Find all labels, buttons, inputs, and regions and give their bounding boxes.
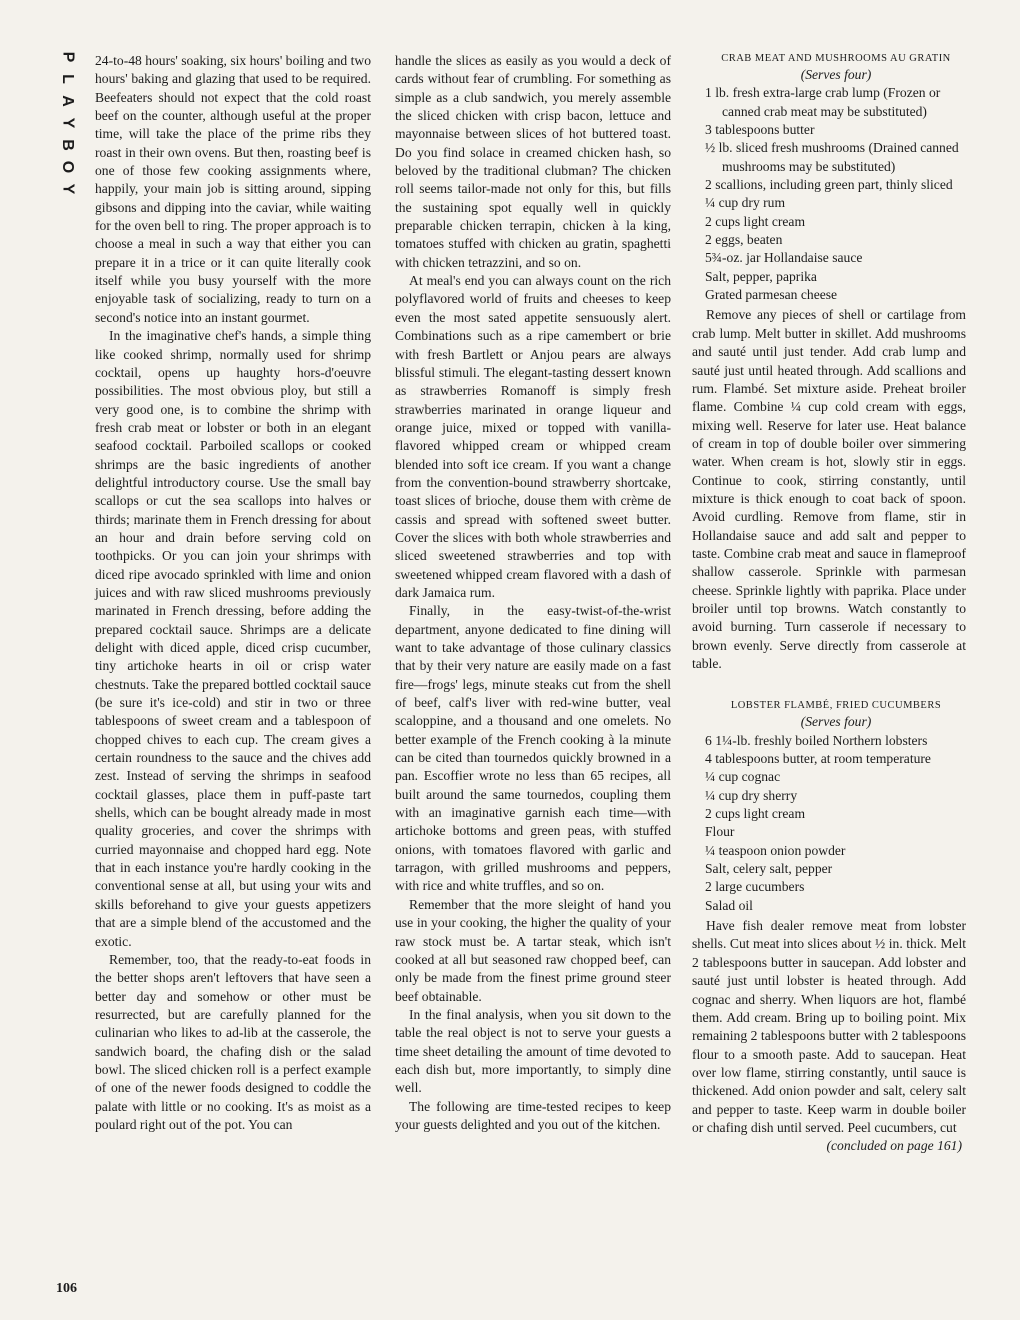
- magazine-letter: A: [59, 95, 76, 107]
- ingredient-item: ¼ cup dry rum: [705, 195, 786, 211]
- magazine-letter: P: [58, 51, 76, 63]
- article-paragraph: 24-to-48 hours' soaking, six hours' boiling and two hours' baking and glazing that used to be required. Beefeaters should not expect that the cold roast beef on the counter, although useful at the proper time, will take the place of the prime ribs they roast in their own ovens. But then, roasting beef is one of those few cooking assignments where, happily, your main job is sitting around, sipping gibsons and dipping into the caviar, while waiting for the oven bell to ring. The proper approach is to choose a meal in such a way that either you can prepare it in a trice or it can quite literally cook itself while you busy yourself with the more enjoyable task of socializing, ready to turn on a second's notice into an instant gourmet.: [95, 53, 372, 325]
- recipe-crab-meat: [692, 52, 966, 673]
- ingredient-item: Salad oil: [705, 897, 753, 913]
- ingredient-item: Salt, celery salt, pepper: [705, 861, 833, 877]
- recipe-directions: Have fish dealer remove meat from lobster shells. Cut meat into slices about ½ in. thick. Melt 2 tablespoons butter in saucepan. Add lobster and sauté just until lobster is heated through. Add cognac and sherry. When liquors are hot, flambé them. Add cream. Bring up to boiling point. Mix remaining 2 tablespoons butter with 2 tablespoons flour to a smooth paste. Add to saucepan. Heat over low flame, stirring constantly, until sauce is thickened. Add onion powder and salt, celery salt and pepper to taste. Keep warm in double boiler or chafing dish until served. Peel cucumbers, cut: [692, 918, 966, 1135]
- recipe-serves: (Serves four): [800, 714, 872, 730]
- article-paragraph: handle the slices as easily as you would a deck of cards without fear of crumbling. For something as simple as a club sandwich, you merely assemble the sliced chicken with crisp bacon, lettuce and mayonnaise between slices of hot buttered toast. Do you find solace in creamed chicken hash, so beloved by the traditional clubman? The chicken roll seems tailor-made not only for this, but fills the sustaining spot equally well in quickly preparable chicken terrapin, chicken à la king, tomatoes stuffed with chicken au gratin, spaghetti with chicken tetrazzini, and so on.: [395, 53, 671, 270]
- recipe-serves: (Serves four): [800, 67, 872, 82]
- article-paragraph: At meal's end you can always count on the rich polyflavored world of fruits and cheeses to keep even the most sated appetite sensuously alert. Combinations such as a ripe camembert or brie with fresh Bartlett or Anjou pears are always blissful stimuli. The elegant-tasting dessert known as strawberries Romanoff is simply fresh strawberries marinated in orange liqueur and orange juice, mixed or topped with vanilla-flavored whipped cream or whipped cream blended into soft ice cream. If you want a change from the convention-bound strawberry shortcake, toast slices of brioche, douse them with crème de cassis and spread with softened sweet butter. Cover the slices with both whole strawberries and sliced sweetened strawberries and top with sweetened whipped cream flavored with a dash of dark Jamaica rum.: [395, 273, 671, 600]
- article-paragraph: In the imaginative chef's hands, a simple thing like cooked shrimp, normally used for shrimp cocktail, opens up haughty hors-d'oeuvre possibilities. The most obvious ploy, but still a very good one, is to combine the shrimp with fresh crab meat or lobster or both in an elegant seafood cocktail. Parboiled scallops or cooked shrimps are the basic ingredients of another delightful introductory course. Use the small bay scallops or cut the sea scallops into halves or thirds; marinate them in French dressing for about an hour and drain before serving cold on toothpicks. Or you can join your shrimps with diced ripe avocado sprinkled with lime and onion juices and with raw sliced mushrooms previously marinated in French dressing, before adding the prepared cocktail sauce. Shrimps are a delicate delight with diced apple, diced crisp cucumber, tiny artichoke hearts in oil or crisp water chestnuts. Take the prepared bottled cocktail sauce (be sure it's ice-cold) and stir in two or three tablespoons of sweet cream and a tablespoon of chopped chives to each cup. The cream gives a certain roundness to the sauce and the chives add zest. Instead of serving the shrimps in seafood cocktail glasses, place them in puff-paste tart shells, which can be bought already made in most quality groceries, and cover the shrimps with curried mayonnaise and chopped hard egg. Note that in each instance you're hardly cooking in the conventional sense at all, but using your wits and skills beforehand to give your guests appetizers that are a simple blend of the accustomed and the exotic.: [95, 328, 371, 949]
- article-paragraph: Remember, too, that the ready-to-eat foods in the better shops aren't leftovers that have seen a better day and somehow or other must be resurrected, but are carefully planned for the culinarian who likes to ad-lib at the casserole, the sandwich board, the chafing dish or the salad bowl. The sliced chicken roll is a perfect example of one of the newer foods designed to coddle the palate with little or no cooking. It's as moist as a poulard right out of the pot. You can: [95, 951, 371, 1132]
- ingredient-item: ¼ cup dry sherry: [705, 787, 798, 803]
- recipes-column: [692, 52, 966, 1156]
- magazine-letter: O: [58, 160, 76, 174]
- article-paragraph: Finally, in the easy-twist-of-the-wrist department, anyone dedicated to fine dining will want to take advantage of those culinary classics that by their very nature are easily made on a fast fire—frogs' legs, minute steaks cut from the shell of beef, calf's liver with red-wine butter, veal scaloppine, and a thousand and one omelets. No better example of the French cooking à la minute can be cited than tournedos quickly browned in a pan. Escoffier wrote no less than 65 recipes, all built around the same tournedos, coupling them with an imaginative garnish each time—with artichoke bottoms and green peas, with stuffed onions, with tomatoes flavored with garlic and tarragon, with grilled mushrooms and peppers, with rice and white truffles, and so on.: [395, 603, 671, 894]
- article-paragraph: The following are time-tested recipes to keep your guests delighted and you out of the kitchen.: [395, 1098, 671, 1132]
- ingredient-list: [692, 732, 966, 915]
- ingredient-item: 6 1¼-lb. freshly boiled Northern lobsters: [705, 732, 928, 748]
- ingredient-item: Grated parmesan cheese: [705, 287, 838, 303]
- article-column-2: [395, 52, 671, 1134]
- ingredient-item: Salt, pepper, paprika: [705, 268, 817, 284]
- recipe-directions: Remove any pieces of shell or cartilage from crab lump. Melt butter in skillet. Add mushrooms and sauté until just tender. Add crab lump and sauté just until heated through. Add scallions and rum. Flambé. Set mixture aside. Preheat broiler flame. Combine ¼ cup cold cream with eggs, mixing well. Reserve for later use. Heat balance of cream in top of double boiler over simmering water. When cream is hot, slowly stir in eggs. Continue to cook, stirring constantly, until mixture is thick enough to coat back of spoon. Avoid curdling. Remove from flame, stir in Hollandaise sauce and add salt and pepper to taste. Combine crab meat and sauce in flameproof shallow casserole. Sprinkle with parmesan cheese. Sprinkle lightly with paprika. Place under broiler until top browns. Watch constantly to avoid burning. Turn casserole if necessary to brown evenly. Serve directly from casserole at table.: [692, 307, 966, 671]
- article-paragraph: Remember that the more sleight of hand you use in your cooking, the higher the quality of your raw stock must be. A tartar steak, which isn't cooked at all but seasoned raw chopped beef, can only be made from the finest prime ground steer beef obtainable.: [395, 896, 671, 1004]
- ingredient-item: ¼ teaspoon onion powder: [705, 842, 846, 858]
- article-column-1: [95, 52, 371, 1134]
- ingredient-item: 2 scallions, including green part, thinly sliced: [705, 177, 953, 193]
- ingredient-item: ¼ cup cognac: [705, 769, 781, 785]
- ingredient-item: 1 lb. fresh extra-large crab lump (Frozen or canned crab meat may be substituted): [705, 85, 941, 119]
- ingredient-item: 2 cups light cream: [705, 806, 806, 822]
- ingredient-item: ½ lb. sliced fresh mushrooms (Drained canned mushrooms may be substituted): [705, 140, 959, 174]
- recipe-title: LOBSTER FLAMBÉ, FRIED CUCUMBERS: [730, 700, 942, 712]
- recipe-title: CRAB MEAT AND MUSHROOMS AU GRATIN: [721, 53, 951, 64]
- ingredient-item: 2 eggs, beaten: [705, 232, 783, 248]
- recipe-lobster-flambe: [692, 699, 966, 1137]
- ingredient-item: 3 tablespoons butter: [705, 122, 815, 138]
- magazine-name-vertical: [56, 46, 78, 200]
- continued-note[interactable]: (concluded on page 161): [826, 1138, 962, 1154]
- ingredient-item: 2 large cucumbers: [705, 879, 805, 895]
- magazine-letter: Y: [58, 183, 76, 195]
- ingredient-item: Flour: [705, 824, 735, 840]
- ingredient-item: 2 cups light cream: [705, 213, 806, 229]
- article-paragraph: In the final analysis, when you sit down to the table the real object is not to serve your guests a time sheet detailing the amount of time devoted to each dish but, more importantly, to simply dine well.: [395, 1006, 671, 1096]
- magazine-letter: Y: [58, 117, 76, 129]
- magazine-letter: B: [59, 139, 76, 151]
- magazine-letter: L: [59, 74, 76, 84]
- ingredient-item: 4 tablespoons butter, at room temperature: [705, 751, 931, 767]
- page-number: 106: [56, 1281, 77, 1296]
- ingredient-item: 5¾-oz. jar Hollandaise sauce: [705, 250, 863, 266]
- ingredient-list: [692, 84, 966, 304]
